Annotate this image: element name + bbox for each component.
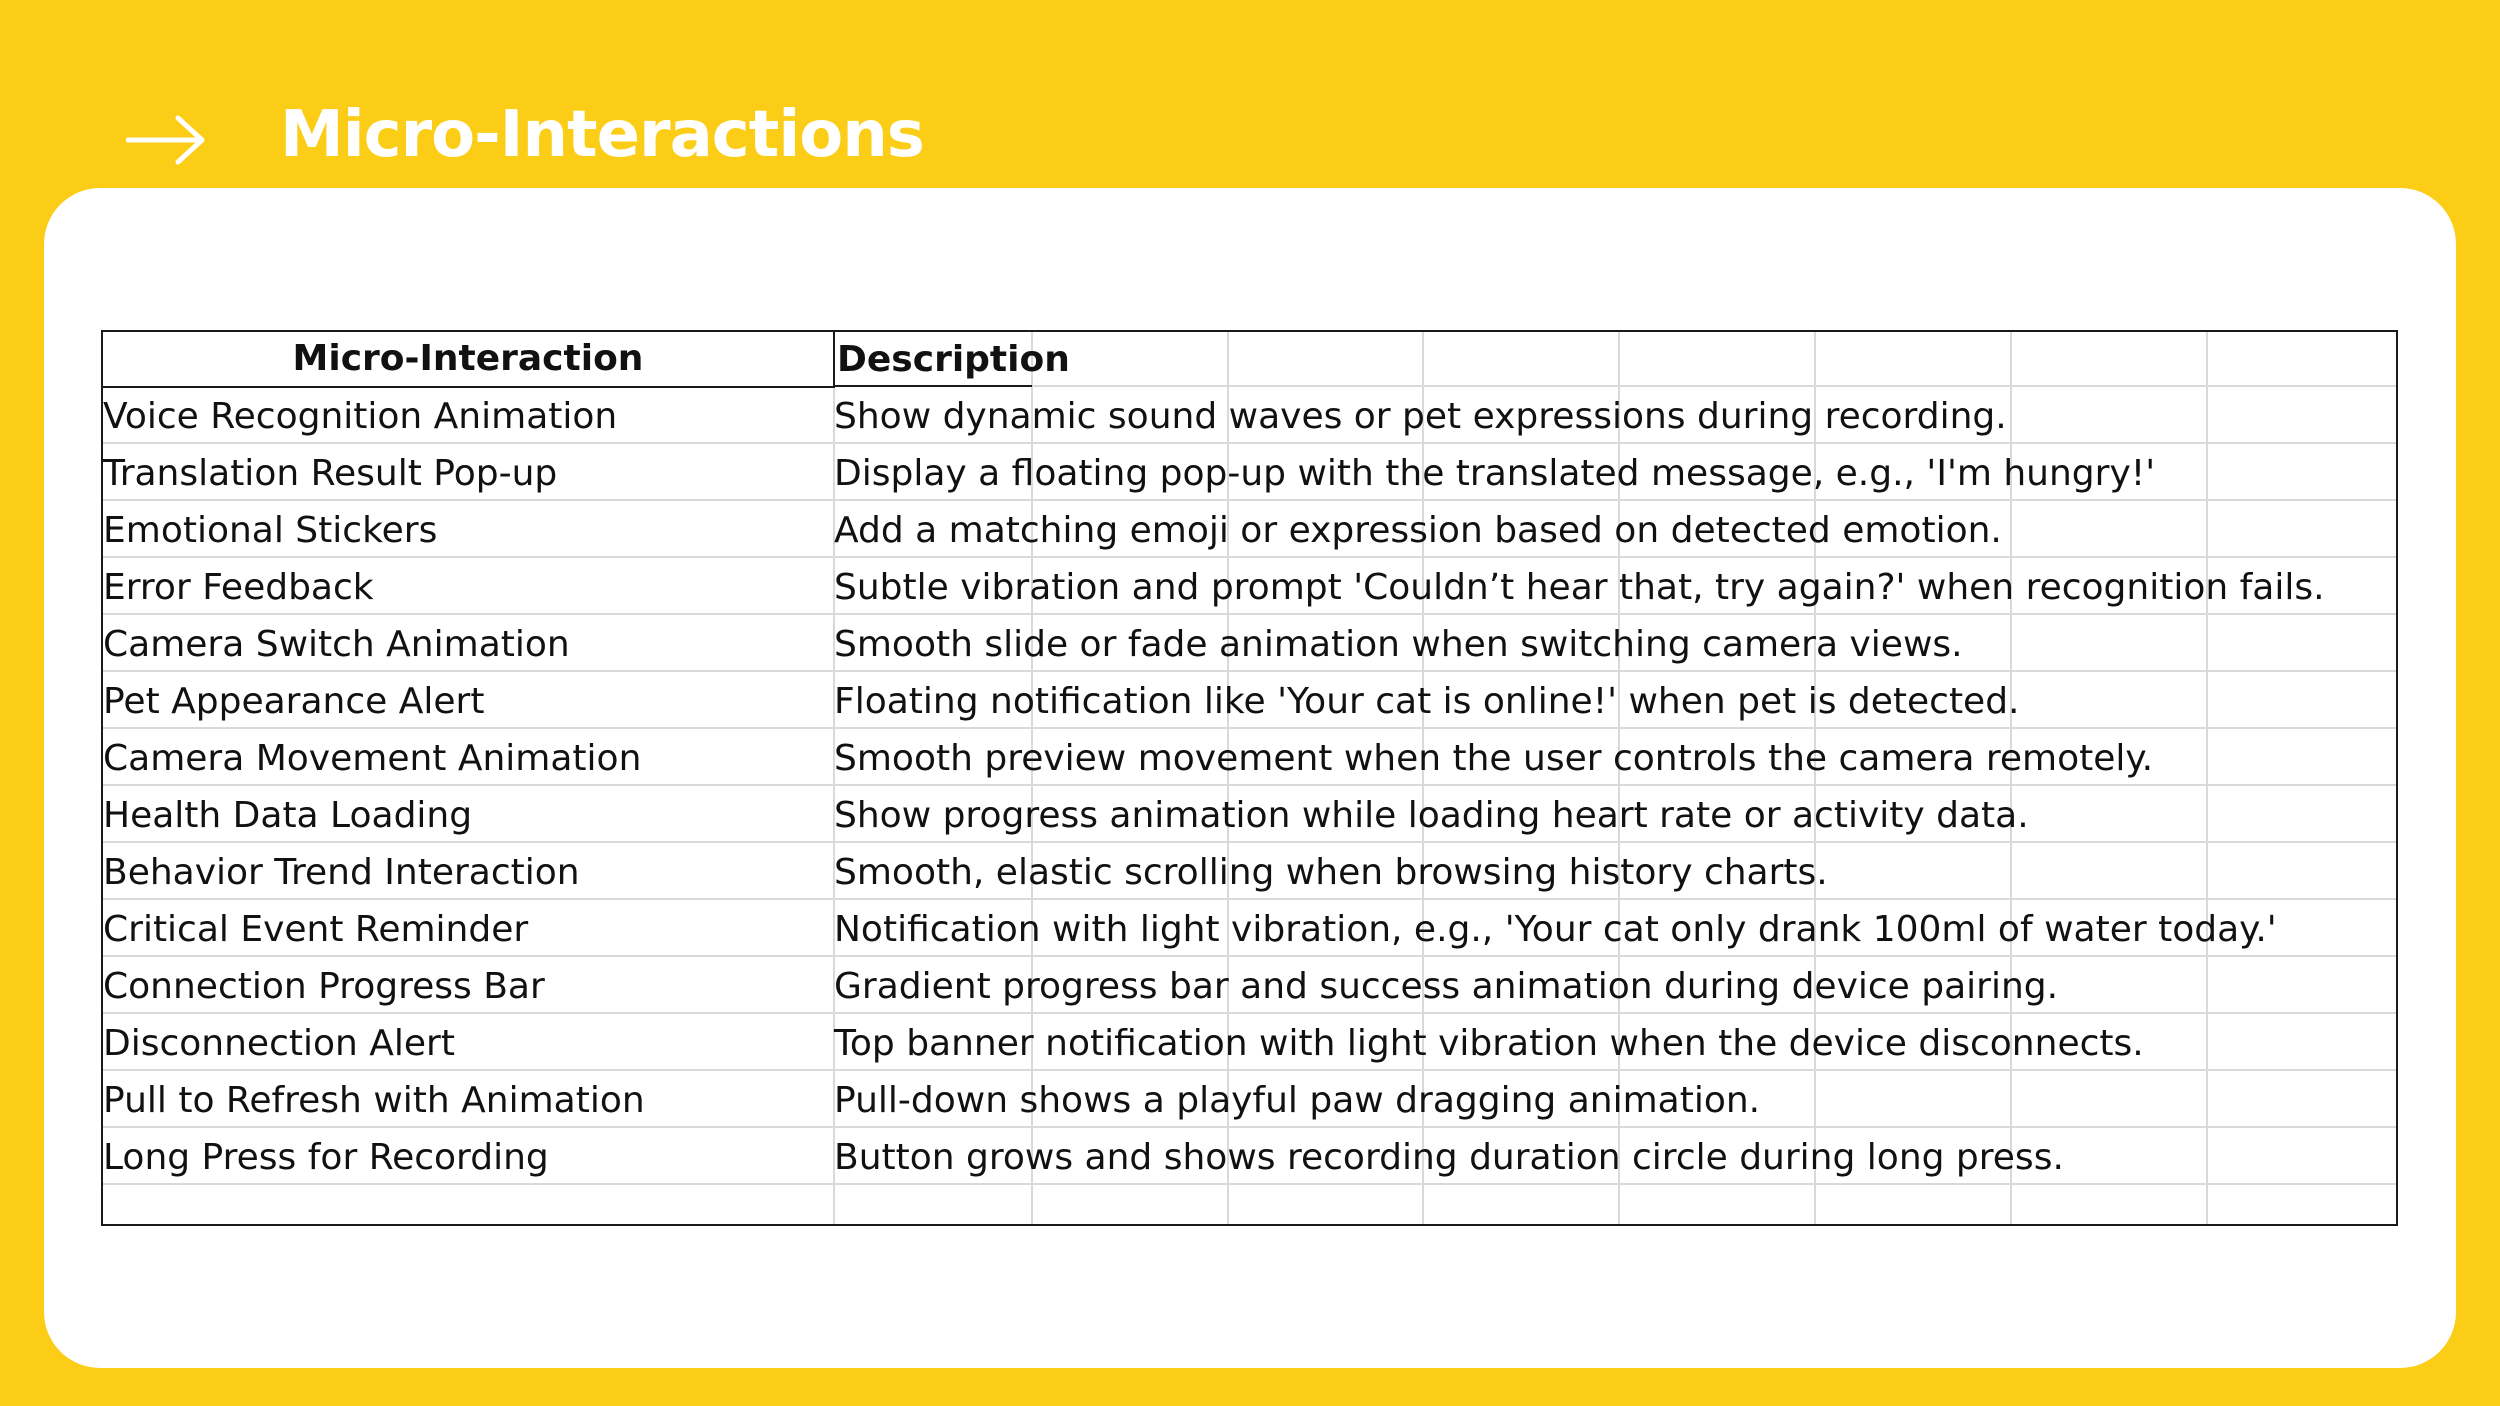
row-description: Subtle vibration and prompt 'Couldn’t hear that, try again?' when recognition fails.: [834, 567, 2325, 608]
column-header-micro-interaction: Micro-Interaction: [103, 332, 834, 387]
row-name: Error Feedback: [103, 567, 374, 608]
table-row: [103, 387, 2396, 445]
row-description: Smooth preview movement when the user controls the camera remotely.: [834, 738, 2154, 779]
row-description: Button grows and shows recording duration circle during long press.: [834, 1137, 2064, 1178]
table-row: [103, 673, 2396, 730]
header: [0, 0, 2500, 190]
table-row: [103, 958, 2396, 1015]
table-row: [103, 1129, 2396, 1186]
page-title: Micro-Interactions: [280, 98, 924, 172]
table-row: [103, 559, 2396, 616]
row-name: Disconnection Alert: [103, 1023, 455, 1064]
table-header-row: [103, 332, 2396, 387]
row-description: Smooth slide or fade animation when switching camera views.: [834, 624, 1963, 665]
row-name: Camera Movement Animation: [103, 738, 642, 779]
row-description: Top banner notification with light vibration when the device disconnects.: [834, 1023, 2144, 1064]
table-row: [103, 1072, 2396, 1129]
table-row: [103, 901, 2396, 958]
spreadsheet-table: [101, 330, 2398, 1226]
row-name: Voice Recognition Animation: [103, 396, 618, 437]
row-name: Behavior Trend Interaction: [103, 852, 580, 893]
column-header-description: Description: [837, 338, 1070, 380]
row-description: Pull-down shows a playful paw dragging animation.: [834, 1080, 1761, 1121]
row-name: Long Press for Recording: [103, 1137, 549, 1178]
row-description: Gradient progress bar and success animation during device pairing.: [834, 966, 2059, 1007]
table-row: [103, 787, 2396, 844]
row-name: Camera Switch Animation: [103, 624, 570, 665]
row-description: Floating notification like 'Your cat is online!' when pet is detected.: [834, 681, 2020, 722]
row-description: Notification with light vibration, e.g., 'Your cat only drank 100ml of water today.': [834, 909, 2277, 950]
table-row: [103, 844, 2396, 901]
row-description: Smooth, elastic scrolling when browsing history charts.: [834, 852, 1828, 893]
arrow-right-icon: [126, 112, 206, 168]
table-row: [103, 502, 2396, 559]
row-name: Pet Appearance Alert: [103, 681, 485, 722]
row-name: Pull to Refresh with Animation: [103, 1080, 645, 1121]
row-description: Show progress animation while loading heart rate or activity data.: [834, 795, 2029, 836]
row-name: Connection Progress Bar: [103, 966, 545, 1007]
row-name: Critical Event Reminder: [103, 909, 529, 950]
table-row: [103, 730, 2396, 787]
table-row: [103, 1015, 2396, 1072]
row-description: Display a floating pop-up with the translated message, e.g., 'I'm hungry!': [834, 453, 2156, 494]
row-description: Show dynamic sound waves or pet expressions during recording.: [834, 395, 2007, 437]
row-name: Emotional Stickers: [103, 510, 438, 551]
table-row: [103, 616, 2396, 673]
row-description: Add a matching emoji or expression based on detected emotion.: [834, 510, 2002, 551]
micro-interactions-table: [103, 332, 2396, 1186]
table-row: [103, 445, 2396, 502]
row-name: Translation Result Pop-up: [103, 453, 558, 494]
row-name: Health Data Loading: [103, 795, 473, 836]
